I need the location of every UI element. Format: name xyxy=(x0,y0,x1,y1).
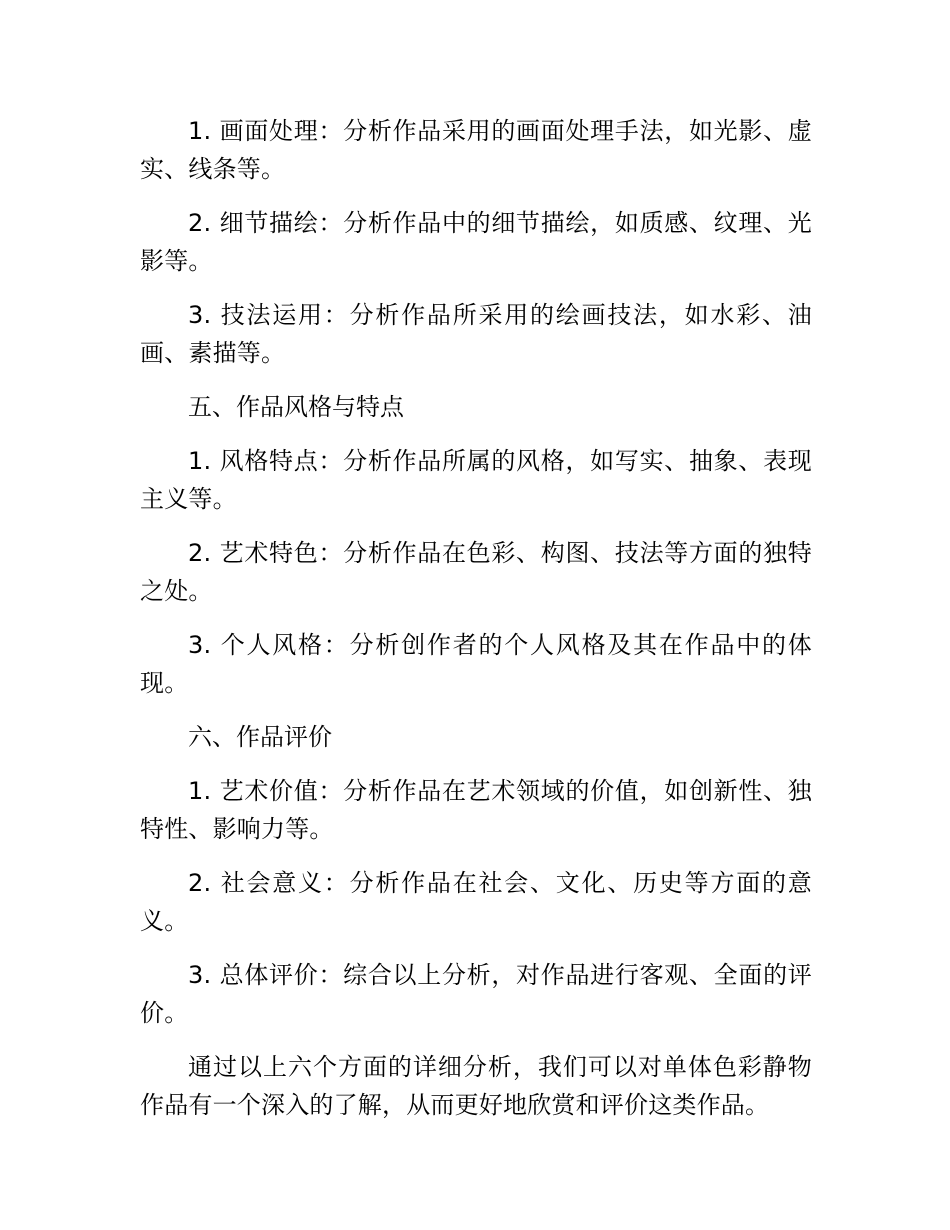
item-art-value: 1. 艺术价值：分析作品在艺术领域的价值，如创新性、独特性、影响力等。 xyxy=(140,777,812,843)
document-page xyxy=(140,112,812,1140)
conclusion-paragraph: 通过以上六个方面的详细分析，我们可以对单体色彩静物作品有一个深入的了解，从而更好地欣赏和评价这类作品。 xyxy=(140,1053,812,1119)
item-social-meaning: 2. 社会意义：分析作品在社会、文化、历史等方面的意义。 xyxy=(140,869,812,935)
item-style-features: 1. 风格特点：分析作品所属的风格，如写实、抽象、表现主义等。 xyxy=(140,447,812,513)
item-image-processing: 1. 画面处理：分析作品采用的画面处理手法，如光影、虚实、线条等。 xyxy=(140,117,812,183)
item-technique-usage: 3. 技法运用：分析作品所采用的绘画技法，如水彩、油画、素描等。 xyxy=(140,301,812,367)
item-art-characteristics: 2. 艺术特色：分析作品在色彩、构图、技法等方面的独特之处。 xyxy=(140,539,812,605)
item-detail-depiction: 2. 细节描绘：分析作品中的细节描绘，如质感、纹理、光影等。 xyxy=(140,209,812,275)
item-overall-evaluation: 3. 总体评价：综合以上分析，对作品进行客观、全面的评价。 xyxy=(140,961,812,1027)
section-heading-style: 五、作品风格与特点 xyxy=(188,393,404,421)
item-personal-style: 3. 个人风格：分析创作者的个人风格及其在作品中的体现。 xyxy=(140,631,812,697)
section-heading-evaluation: 六、作品评价 xyxy=(188,723,332,751)
